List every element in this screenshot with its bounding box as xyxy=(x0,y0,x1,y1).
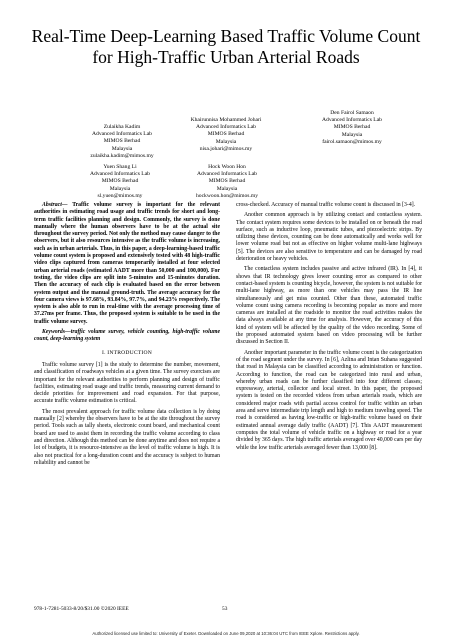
author-email[interactable]: nisa.johari@mimos.my xyxy=(199,145,253,152)
page-number: 53 xyxy=(222,606,228,612)
author-affiliation: Advanced Informatics Lab xyxy=(196,124,256,131)
paper-title: Real-Time Deep-Learning Based Traffic Volume Count for High-Traffic Urban Arterial Roads xyxy=(31,26,421,67)
abstract xyxy=(34,202,220,326)
keywords xyxy=(34,329,220,344)
paragraph: The most prevalent approach for traffic volume data collection is by doing manually [2] whereby the observers have to be at the site throughout the survey period. Tools such as tally sheets, electronic count board, and mechanical count board are used to assist them in recording the traffic volume according to class and direction. Although this method can be done anytime and does not require a lot of budgets, it is resource-intensive as the level of traffic volume is high. It is also not practical for a long-duration count and the accuracy is subject to human reliability and cannot be xyxy=(34,408,220,466)
author-organization: MIMOS Berhad xyxy=(333,124,371,131)
author-name: Den Fairol Samaon xyxy=(330,110,374,116)
author-name: Hock Woon Hon xyxy=(208,164,246,170)
author-block-2 xyxy=(166,117,286,153)
author-block-3 xyxy=(292,110,412,146)
paragraph: The contactless system includes passive and active infrared (IR). In [4], it shows that IR technology gives lower counting error as compared to other contact-based system is counting bicycle, however, the system is not suitable for multi-lane highway, as more than one vehicles may pass the IR line simultaneously and get miss counted. Other than these, automated traffic volume count using camera recording is becoming popular as more and more cameras are installed at the roadside to monitor the road activities makes the data always available at any time for analysis. However, the accuracy of this kind of system will be affected by the quality of the video recording. Some of the proposed automated system based on video processing will be further discussed in Section II. xyxy=(236,266,422,346)
author-name: Yuen Shang Li xyxy=(103,164,137,170)
license-notice: Authorized licensed use limited to: University of Exeter. Downloaded on June 09,2020 at 10:36:04 UTC from IEEE Xplore. Restrictions apply. xyxy=(92,631,360,636)
paragraph: Another common approach is by utilizing contact and contactless system. The contact system requires some devices to be installed on or beneath the road surface, such as inductive loop, pneumatic tubes, and piezoelectric strips. By utilizing these devices, counting can be done automatically and works well for lower volume road but not as effective on higher volume multi-lane highways [5]. The devices are also sensitive to temperature and can be damaged by road deterioration or heavy vehicles. xyxy=(236,212,422,263)
author-country: Malaysia xyxy=(216,185,238,192)
abstract-label: Abstract— xyxy=(42,202,68,208)
author-affiliation: Advanced Informatics Lab xyxy=(322,117,382,124)
keywords-label: Keywords— xyxy=(42,329,71,336)
author-organization: MIMOS Berhad xyxy=(207,131,245,138)
copyright-footer: 978-1-7281-5033-8/20/$31.00 ©2020 IEEE xyxy=(34,606,129,612)
right-column xyxy=(236,202,422,455)
author-block-5 xyxy=(167,164,287,200)
author-email[interactable]: sl.yuen@mimos.my xyxy=(97,192,143,199)
paragraph: cross-checked. Accuracy of manual traffic volume count is discussed in [3-4]. xyxy=(236,202,416,208)
author-block-4 xyxy=(60,164,180,200)
author-country: Malaysia xyxy=(109,185,131,192)
section-heading: I. INTRODUCTION xyxy=(102,349,152,356)
author-organization: MIMOS Berhad xyxy=(101,178,139,185)
author-block-1 xyxy=(62,124,182,160)
author-email[interactable]: zulaikha.kadim@mimos.my xyxy=(90,152,154,159)
author-organization: MIMOS Berhad xyxy=(208,178,246,185)
author-affiliation: Advanced Informatics Lab xyxy=(90,171,150,178)
author-name: Khairunnisa Mohammed Johari xyxy=(190,117,262,123)
author-country: Malaysia xyxy=(111,145,133,152)
paragraph: Traffic volume survey [1] is the study to determine the number, movement, and classification of roadways vehicles at a given time. The survey exercises are important for the relevant authorities to perform planning and design of traffic facilities, estimating road usage and traffic trends, measuring current demand to decide priorities for improvement and road expansion. For that purpose, accurate traffic volume estimation is critical. xyxy=(34,361,220,405)
left-column xyxy=(34,202,220,470)
author-affiliation: Advanced Informatics Lab xyxy=(92,131,152,138)
author-email[interactable]: hockwoon.hon@mimos.my xyxy=(195,192,259,199)
author-organization: MIMOS Berhad xyxy=(103,138,141,145)
abstract-text: Traffic volume survey is important for the relevant authorities in estimating road usage and traffic trends for short and long-term traffic facilities planning and design. Commonly, the survey is done manually where the human observers have to be at the actual site throughout the survey period. Not only the method may cause danger to the observers, but it also resources intensive as the traffic volume is increasing, such as in urban arterials. Thus, in this paper, a deep-learning-based traffic volume count system is proposed and extensively tested with 48 high-traffic video clips captured from cameras temporarily installed at four selected urban arterial roads (estimated AADT more than 50,000 and 100,000). For testing, the video clips are split into 5-minutes and 15-minutes duration. Then the accuracy of each clip is evaluated based on the error between system output and the manual ground-truth. The average accuracy for the four camera views is 97.68%, 93.84%, 97.7%, and 94.23% respectively. The system is also able to run in real-time with the average processing time of 37.27ms per frame. Thus, the proposed system is suitable to be used in the traffic volume survey. xyxy=(34,202,220,325)
author-country: Malaysia xyxy=(341,131,363,138)
author-country: Malaysia xyxy=(215,138,237,145)
paragraph: Another important parameter in the traffic volume count is the categorization of the road segment under the survey. In [6], Azlina and Intan Suhana suggested that road in Malaysia can be classified according to administration or function. According to function, the road can be categorized into rural and urban, whereby urban roads can be further classified into four different classes; expressway, arterial, collector and local street. In this paper, the proposed system is tested on the recorded videos from urban arterials roads, which are considered major roads with partial access control for traffic within an urban area and serve intermediate trip length and high to medium traveling speed. The road is considered as having low-traffic or high-traffic volume based on their estimated annual average daily traffic (AADT) [7]. This AADT measurement computes the total volume of vehicle traffic on a highway or road for a year divided by 365 days. The high traffic arterials averaged over 40,000 cars per day while the low traffic arterials averaged fewer than 13,000 [8]. xyxy=(236,349,422,451)
author-affiliation: Advanced Informatics Lab xyxy=(197,171,257,178)
author-email[interactable]: fairol.samaon@mimos.my xyxy=(322,138,382,145)
keywords-text: traffic volume survey, vehicle counting, high-traffic volume count, deep-learning system xyxy=(34,329,220,343)
author-name: Zulaikha Kadim xyxy=(103,124,141,130)
